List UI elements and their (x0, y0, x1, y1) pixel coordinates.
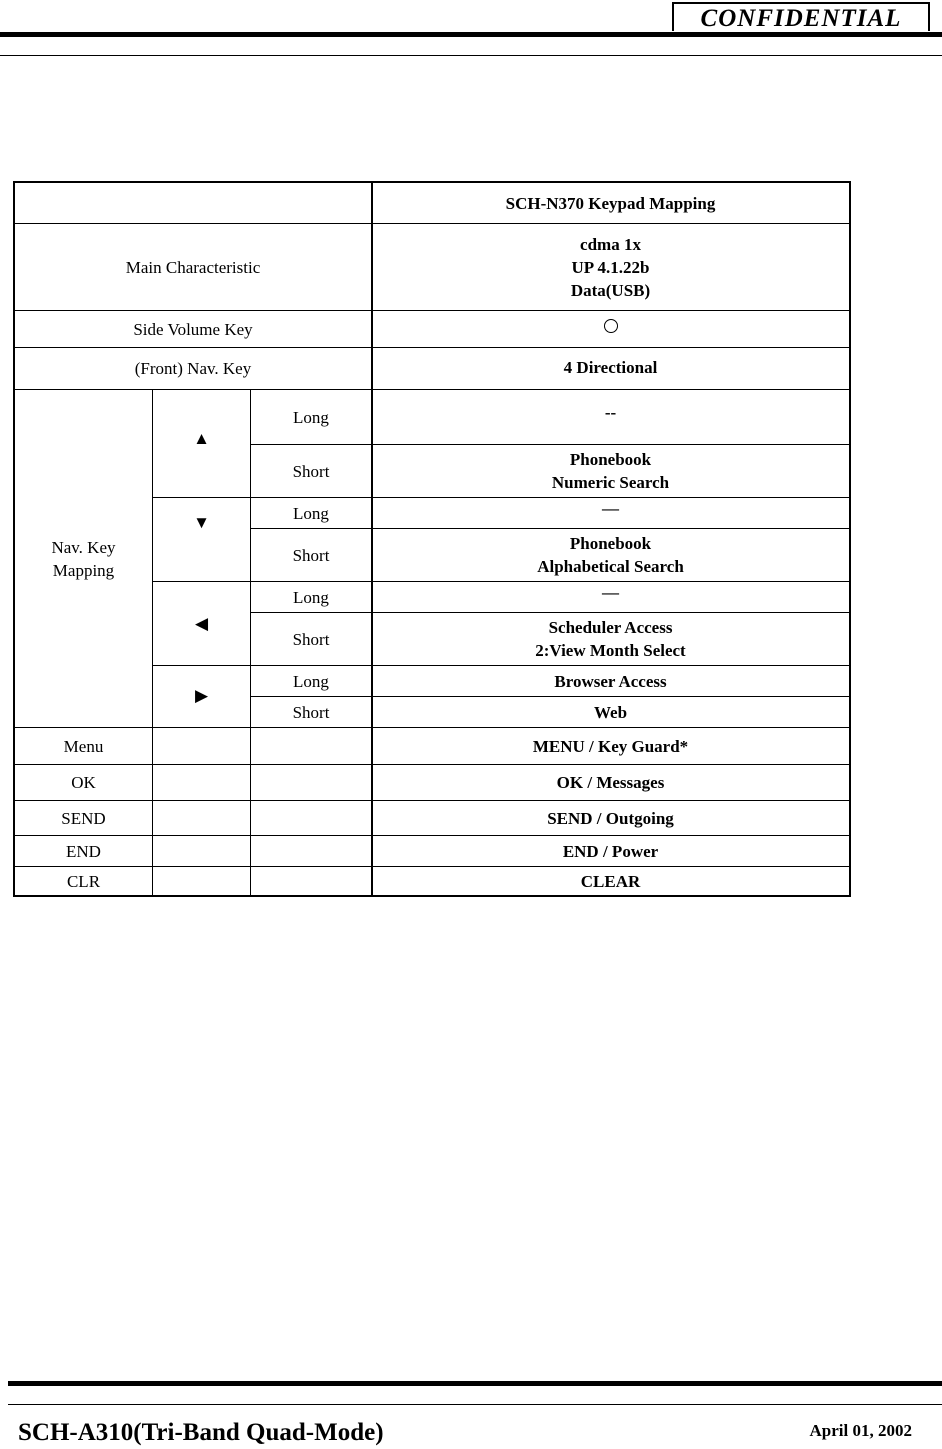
left-short-value: Scheduler Access 2:View Month Select (535, 618, 686, 660)
left-arrow-icon: ◀ (194, 614, 209, 633)
side-volume-key-label: Side Volume Key (133, 319, 253, 339)
side-volume-key-value (372, 311, 849, 341)
right-short-value: Web (593, 702, 628, 722)
up-short-label: Short (292, 461, 330, 481)
key-end-value: END / Power (562, 841, 659, 861)
main-characteristic-label: Main Characteristic (125, 257, 261, 277)
key-clr-value: CLEAR (580, 871, 641, 891)
keypad-mapping-table (13, 181, 851, 897)
down-long-value: — (602, 498, 619, 518)
header-rule-thin (0, 55, 942, 56)
nav-key-mapping-label: Nav. Key Mapping (51, 537, 116, 580)
document-model: SCH-A310(Tri-Band Quad-Mode) (18, 1419, 384, 1446)
up-arrow-icon: ▲ (193, 429, 210, 448)
right-arrow-icon: ▶ (194, 686, 209, 705)
circle-icon (604, 319, 618, 333)
key-end-label: END (66, 841, 101, 861)
table-title: SCH-N370 Keypad Mapping (505, 193, 716, 213)
footer-rule-thick (8, 1381, 942, 1386)
document-date: April 01, 2002 (809, 1421, 912, 1440)
confidential-label: CONFIDENTIAL (672, 2, 930, 31)
right-short-label: Short (292, 702, 330, 722)
down-long-label: Long (293, 503, 329, 523)
key-clr-label: CLR (66, 871, 101, 891)
footer-rule-thin (8, 1404, 942, 1405)
key-send-value: SEND / Outgoing (547, 808, 674, 828)
up-long-value: -- (604, 402, 617, 422)
right-long-label: Long (293, 671, 329, 691)
key-ok-label: OK (71, 773, 96, 792)
key-menu-label: Menu (63, 736, 104, 756)
key-menu-value: MENU / Key Guard* (532, 736, 689, 756)
front-nav-key-label: (Front) Nav. Key (134, 359, 252, 378)
right-long-value: Browser Access (554, 671, 667, 691)
down-short-value: Phonebook Alphabetical Search (537, 534, 684, 576)
up-short-value: Phonebook Numeric Search (551, 450, 670, 492)
left-long-value: — (602, 582, 619, 602)
up-long-label: Long (293, 407, 329, 427)
down-short-label: Short (292, 545, 330, 565)
down-arrow-icon: ▼ (193, 513, 210, 532)
left-short-label: Short (292, 629, 330, 649)
key-ok-value: OK / Messages (556, 773, 665, 792)
left-long-label: Long (293, 587, 329, 607)
key-send-label: SEND (61, 808, 106, 828)
main-characteristic-value: cdma 1x UP 4.1.22b Data(USB) (570, 234, 651, 300)
header-rule-thick (0, 32, 942, 37)
front-nav-key-value: 4 Directional (563, 357, 658, 377)
